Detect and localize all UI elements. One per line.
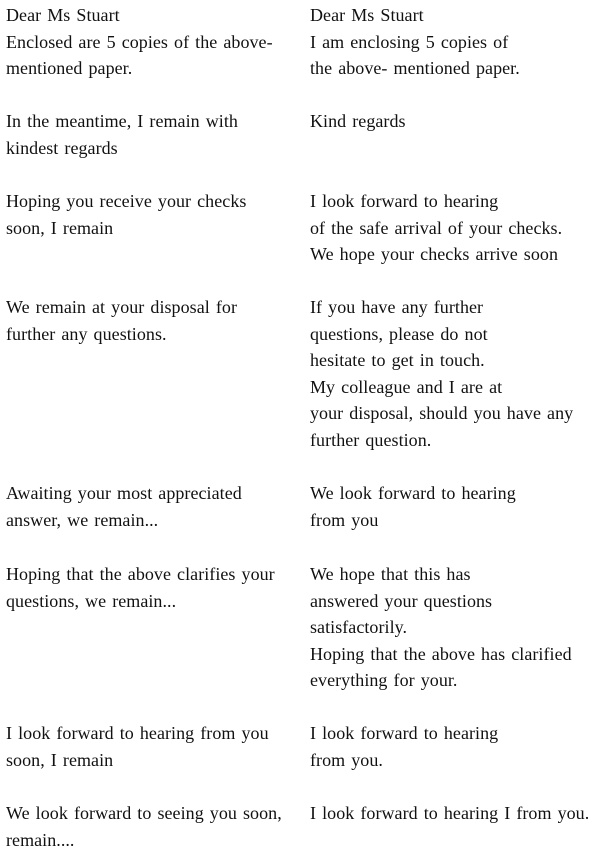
text-line: Hoping that the above clarifies your: [6, 564, 275, 584]
text-line: I look forward to hearing: [310, 191, 499, 211]
right-phrase-block: [310, 720, 598, 773]
right-phrase-block: [310, 480, 598, 533]
text-line: remain....: [6, 829, 75, 850]
text-line: hesitate to get in touch.: [310, 350, 485, 370]
text-line: satisfactorily.: [310, 617, 408, 637]
text-line: We remain at your disposal for: [6, 297, 237, 317]
left-phrase-block: [6, 720, 298, 773]
text-line: Hoping that the above has clarified: [310, 643, 572, 664]
text-line: We hope your checks arrive soon: [310, 244, 559, 264]
right-phrase-block: [310, 108, 598, 135]
text-line: We hope that this has: [310, 564, 471, 584]
text-line: I am enclosing 5 copies of: [310, 31, 509, 52]
left-phrase-block: [6, 188, 298, 241]
text-line: We look forward to seeing you soon,: [6, 803, 282, 823]
text-line: further any questions.: [6, 323, 167, 344]
left-phrase-block: [6, 2, 298, 82]
text-line: from you: [310, 509, 379, 530]
text-line: I look forward to hearing: [310, 723, 499, 743]
text-line: We look forward to hearing: [310, 483, 516, 503]
text-line: kindest regards: [6, 137, 118, 158]
right-phrase-block: [310, 294, 598, 453]
text-line: further question.: [310, 429, 432, 450]
text-line: your disposal, should you have any: [310, 403, 574, 423]
left-phrase-block: [6, 480, 298, 533]
text-line: from you.: [310, 749, 383, 770]
text-line: My colleague and I are at: [310, 376, 503, 397]
text-line: everything for your.: [310, 670, 458, 690]
text-line: Kind regards: [310, 111, 406, 131]
text-line: of the safe arrival of your checks.: [310, 217, 563, 238]
text-line: soon, I remain: [6, 217, 114, 238]
left-phrase-block: [6, 294, 298, 347]
text-line: mentioned paper.: [6, 58, 133, 78]
right-phrase-block: [310, 800, 598, 827]
text-line: soon, I remain: [6, 749, 114, 770]
text-line: questions, we remain...: [6, 590, 177, 611]
text-line: Dear Ms Stuart: [6, 5, 120, 25]
text-line: questions, please do not: [310, 323, 488, 344]
text-line: I look forward to hearing from you: [6, 723, 269, 743]
text-line: Hoping you receive your checks: [6, 191, 247, 211]
text-line: Awaiting your most appreciated: [6, 483, 242, 503]
text-line: answer, we remain...: [6, 509, 159, 530]
text-line: If you have any further: [310, 297, 484, 317]
left-phrase-block: [6, 800, 298, 853]
left-phrase-block: [6, 108, 298, 161]
right-phrase-block: [310, 561, 598, 694]
text-line: In the meantime, I remain with: [6, 111, 238, 131]
text-line: answered your questions: [310, 590, 493, 611]
left-phrase-block: [6, 561, 298, 614]
text-line: the above- mentioned paper.: [310, 58, 520, 78]
text-line: Enclosed are 5 copies of the above-: [6, 31, 273, 52]
right-phrase-block: [310, 188, 598, 268]
right-phrase-block: [310, 2, 598, 82]
text-line: Dear Ms Stuart: [310, 5, 424, 25]
text-line: I look forward to hearing I from you.: [310, 803, 590, 823]
